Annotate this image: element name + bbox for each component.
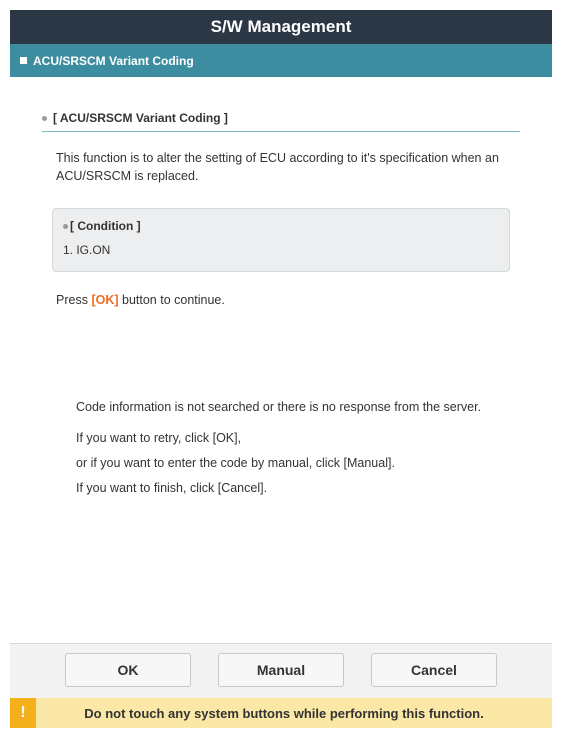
section-heading [42,111,520,132]
press-ok-highlight: [OK] [91,293,119,307]
condition-heading [63,219,499,233]
main-content [10,77,552,643]
window-title: S/W Management [10,10,552,44]
warning-text: Do not touch any system buttons while performing this function. [84,705,484,721]
warning-icon: ! [10,698,36,728]
message-line-3: or if you want to enter the code by manual, click [Manual]. [76,456,395,470]
condition-box [52,208,510,272]
message-line-1: Code information is not searched or there is no response from the server. [76,400,482,414]
warning-bar [10,698,552,728]
press-prefix: Press [56,293,92,307]
press-suffix: button to continue. [118,293,225,307]
subheader-title: ACU/SRSCM Variant Coding [33,53,194,68]
dot-bullet-icon [42,116,47,121]
function-description: This function is to alter the setting of ECU according to it's specification when an ACU/SRSCM is replaced. [56,151,499,183]
ok-button[interactable]: OK [65,653,191,687]
dot-bullet-icon [63,224,68,229]
manual-button[interactable]: Manual [218,653,344,687]
cancel-button[interactable]: Cancel [371,653,497,687]
button-bar [10,643,552,699]
square-bullet-icon [20,57,27,64]
section-heading-text: [ ACU/SRSCM Variant Coding ] [53,111,228,125]
server-message [76,400,546,506]
subheader-bar [10,44,552,77]
message-line-4: If you want to finish, click [Cancel]. [76,481,268,495]
message-line-2: If you want to retry, click [OK], [76,431,242,445]
press-ok-instruction [56,293,225,307]
condition-heading-text: [ Condition ] [70,219,141,233]
condition-item: 1. IG.ON [63,243,111,257]
